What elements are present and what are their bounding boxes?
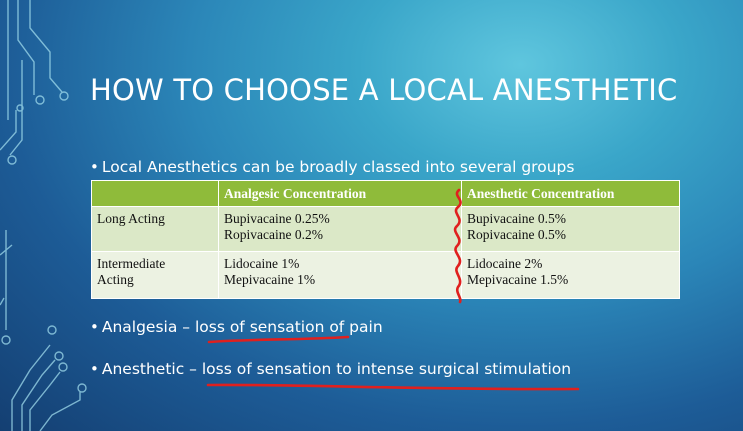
anesthetic-definition: loss of sensation to intense surgical stimulation (201, 360, 572, 378)
ink-underline-pain (209, 337, 348, 342)
header-category (92, 181, 219, 207)
header-analgesic-concentration: Analgesic Concentration (219, 181, 462, 207)
table-row (92, 207, 680, 252)
analgesia-bullet (90, 318, 383, 336)
anesthetic-table (91, 180, 680, 299)
intro-bullet (90, 158, 574, 176)
drug-line: Bupivacaine 0.25% (224, 211, 330, 226)
cell-category (92, 207, 219, 252)
drug-line: Mepivacaine 1% (224, 272, 316, 287)
cell-analgesic (219, 207, 462, 252)
anesthetic-term: Anesthetic – (101, 360, 202, 378)
cell-analgesic (219, 252, 462, 299)
bullet-dot: • (90, 360, 99, 378)
circuit-decoration (0, 0, 100, 431)
category-line: Acting (97, 272, 134, 287)
drug-line: Bupivacaine 0.5% (467, 211, 566, 226)
cell-anesthetic (462, 252, 680, 299)
intro-text: Local Anesthetics can be broadly classed into several groups (101, 158, 575, 176)
category-line: Long Acting (97, 211, 165, 226)
drug-line: Lidocaine 2% (467, 256, 543, 271)
analgesia-term: Analgesia – (101, 318, 195, 336)
anesthetic-bullet (90, 360, 571, 378)
drug-line: Lidocaine 1% (224, 256, 300, 271)
bullet-dot: • (90, 318, 99, 336)
table-header-row (92, 181, 680, 207)
header-anesthetic-concentration: Anesthetic Concentration (462, 181, 680, 207)
category-line: Intermediate (97, 256, 166, 271)
cell-anesthetic (462, 207, 680, 252)
bullet-dot: • (90, 158, 99, 176)
drug-line: Mepivacaine 1.5% (467, 272, 569, 287)
cell-category (92, 252, 219, 299)
table-row (92, 252, 680, 299)
drug-line: Ropivacaine 0.5% (467, 227, 566, 242)
analgesia-definition: loss of sensation of pain (194, 318, 383, 336)
ink-underline-stimulation (208, 385, 578, 389)
drug-line: Ropivacaine 0.2% (224, 227, 323, 242)
slide-title: HOW TO CHOOSE A LOCAL ANESTHETIC (90, 73, 678, 107)
